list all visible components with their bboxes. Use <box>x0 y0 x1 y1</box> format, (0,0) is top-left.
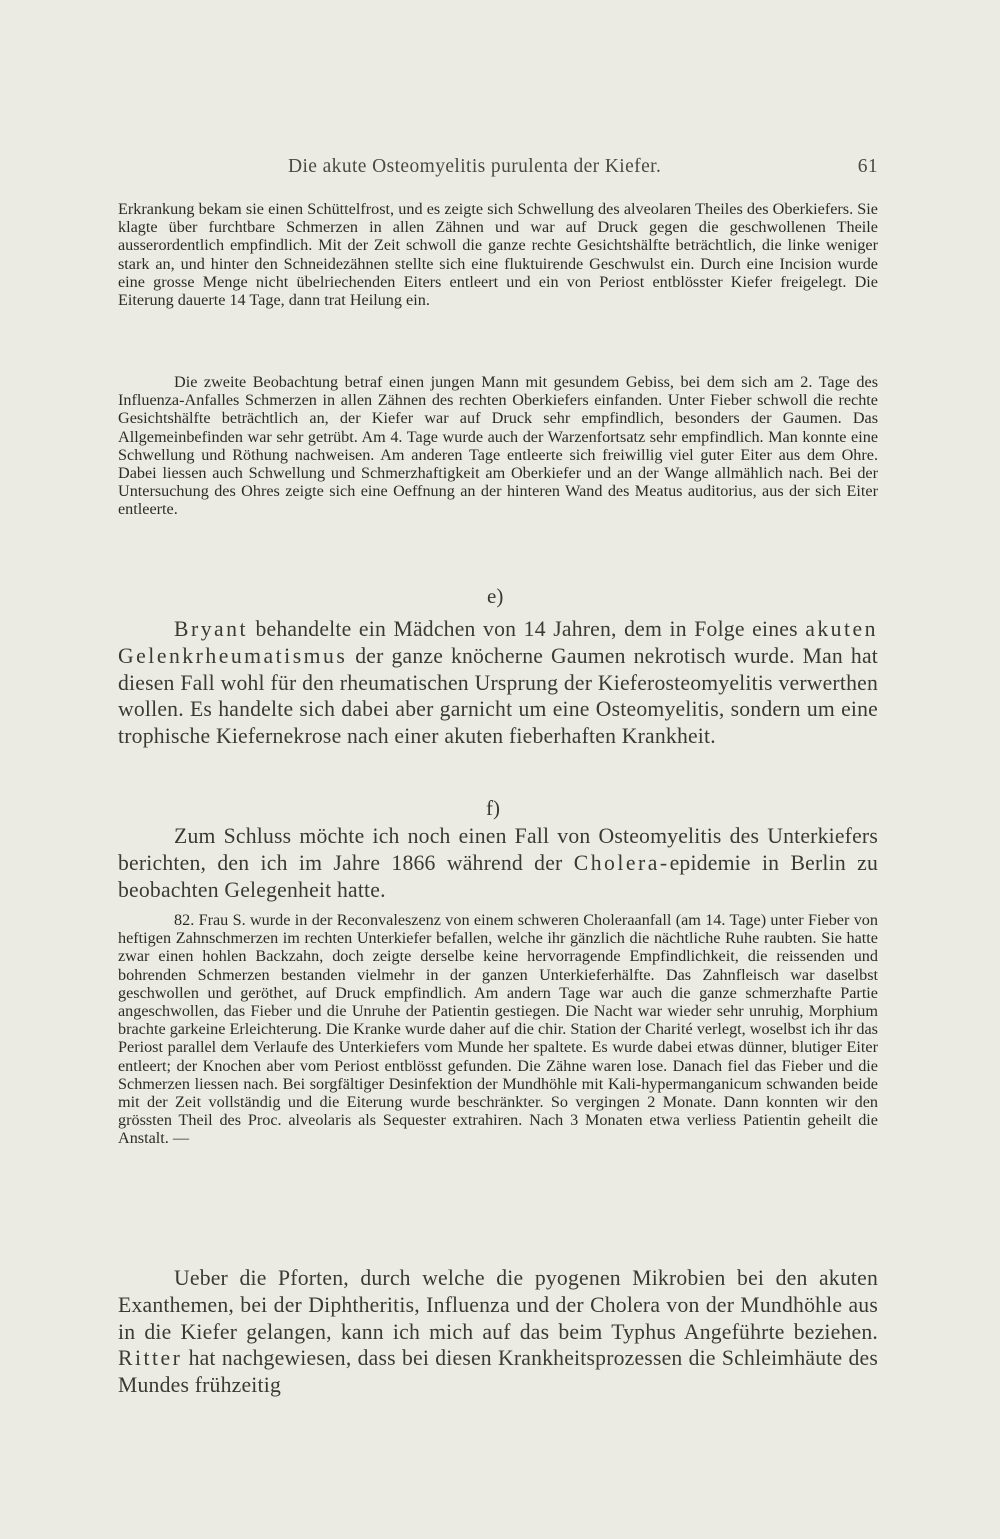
second-observation-paragraph: Die zweite Beobachtung betraf einen jungen Mann mit gesundem Gebiss, bei dem sich am 2. Tage des Influenza-Anfalles Schmerzen in allen Zähnen des rechten Oberkiefers einfanden. Unter Fieber schwoll die rechte Gesichtshälfte beträchtlich an, der Kiefer war auf Druck sehr empfindlich, besonders der Gaumen. Das Allgemeinbefinden war sehr getrübt. Am 4. Tage wurde auch der Warzenfortsatz sehr empfindlich. Man konnte eine Schwellung und Röthung nachweisen. Am anderen Tage entleerte sich freiwillig viel guter Eiter aus dem Ohre. Dabei liessen auch Schwellung und Schmerzhaftigkeit am Oberkiefer und an der Wange allmählich nach. Bei der Untersuchung des Ohres zeigte sich eine Oeffnung an der hinteren Wand des Meatus auditorius, aus der sich Eiter entleerte. <box>118 373 878 519</box>
section-e-text-2: der ganze knöcherne Gaumen nekrotisch wurde. Man hat diesen Fall wohl für den rheumatischen Ursprung der Kieferosteomyelitis verwerthen wollen. Es handelte sich dabei aber garnicht um eine Osteomyelitis, sondern um eine trophische Kiefernekrose nach einer akuten fieberhaften Krankheit. <box>118 643 879 749</box>
section-f-text-1: Zum Schluss möchte ich noch einen Fall von Osteomyelitis des Unterkiefers berichten, den ich im Jahre 1866 während der <box>118 824 878 875</box>
author-ritter: Ritter <box>118 1346 183 1371</box>
case-82-paragraph: 82. Frau S. wurde in der Reconvaleszenz von einem schweren Choleraanfall (am 14. Tage) unter Fieber von heftigen Zahnschmerzen im rechten Unterkiefer befallen, welche ihr gänzlich die nächtliche Ruhe raubten. Sie hatte zwar einen hohlen Backzahn, doch zeigte derselbe keine hervorragende Empfindlichkeit, die reissenden und bohrenden Schmerzen bestanden vielmehr in der ganzen Unterkieferhälfte. Das Zahnfleisch war daselbst geschwollen und geröthet, auf Druck empfindlich. Am andern Tage war auch die ganze schmerzhafte Partie angeschwollen, das Fieber und die Unruhe der Patientin gestiegen. Die Nacht war wieder sehr unruhig, Morphium brachte garkeine Erleichterung. Die Kranke wurde daher auf die chir. Station der Charité verlegt, woselbst ich ihr das Periost parallel dem Verlaufe des Unterkiefers vom Munde her spaltete. Es wurde dabei etwas dünner, blutiger Eiter entleert; der Knochen aber vom Periost entblösst gefunden. Die Zähne waren lose. Danach fiel das Fieber und die Schmerzen liessen nach. Bei sorgfältiger Desinfektion der Mundhöhle mit Kali-hypermanganicum schwanden beide mit der Zeit vollständig und die Eiterung wurde beschränkter. So vergingen 2 Monate. Dann konnten wir den grössten Theil des Proc. alveolaris als Sequester extrahiren. Nach 3 Monaten etwa verliess Patientin geheilt die Anstalt. — <box>118 911 878 1148</box>
page-header <box>118 156 878 186</box>
term-gelenkrheumatismus: akuten Gelenkrheumatismus <box>118 617 879 668</box>
running-title: Die akute Osteomyelitis purulenta der Kiefer. <box>288 156 662 177</box>
closing-text-1: Ueber die Pforten, durch welche die pyogenen Mikrobien bei den akuten Exanthemen, bei der Diphtheritis, Influenza und der Cholera von der Mundhöhle aus in die Kiefer gelangen, kann ich mich auf das beim Typhus Angeführte beziehen. <box>118 1266 878 1344</box>
term-cholera: Cholera- <box>573 850 670 875</box>
section-e-text-1: behandelte ein Mädchen von 14 Jahren, dem in Folge eines <box>255 617 798 641</box>
section-e-label: e) <box>487 584 504 608</box>
page-number: 61 <box>857 156 878 177</box>
section-f-label: f) <box>486 796 500 820</box>
author-bryant: Bryant <box>174 617 249 641</box>
case-continued-paragraph: Erkrankung bekam sie einen Schüttelfrost, und es zeigte sich Schwellung des alveolaren Theiles des Oberkiefers. Sie klagte über furchtbare Schmerzen in allen Zähnen und war auf Druck gegen die geschwollenen Theile ausserordentlich empfindlich. Mit der Zeit schwoll die ganze rechte Gesichtshälfte beträchtlich, die linke weniger stark an, und hinter den Schneidezähnen stellte sich eine fluktuirende Geschwulst ein. Durch eine Incision wurde eine grosse Menge nicht übelriechenden Eiters entleert und ein von Periost entblösster Kiefer freigelegt. Die Eiterung dauerte 14 Tage, dann trat Heilung ein. <box>118 200 878 310</box>
section-e-paragraph <box>118 616 878 750</box>
closing-text-2: hat nachgewiesen, dass bei diesen Krankheitsprozessen die Schleimhäute des Mundes frühzeitig <box>118 1346 878 1398</box>
section-f-text-2: epidemie in Berlin zu beobachten Gelegenheit hatte. <box>118 850 878 902</box>
section-f-paragraph <box>118 823 878 903</box>
closing-paragraph <box>118 1265 878 1399</box>
